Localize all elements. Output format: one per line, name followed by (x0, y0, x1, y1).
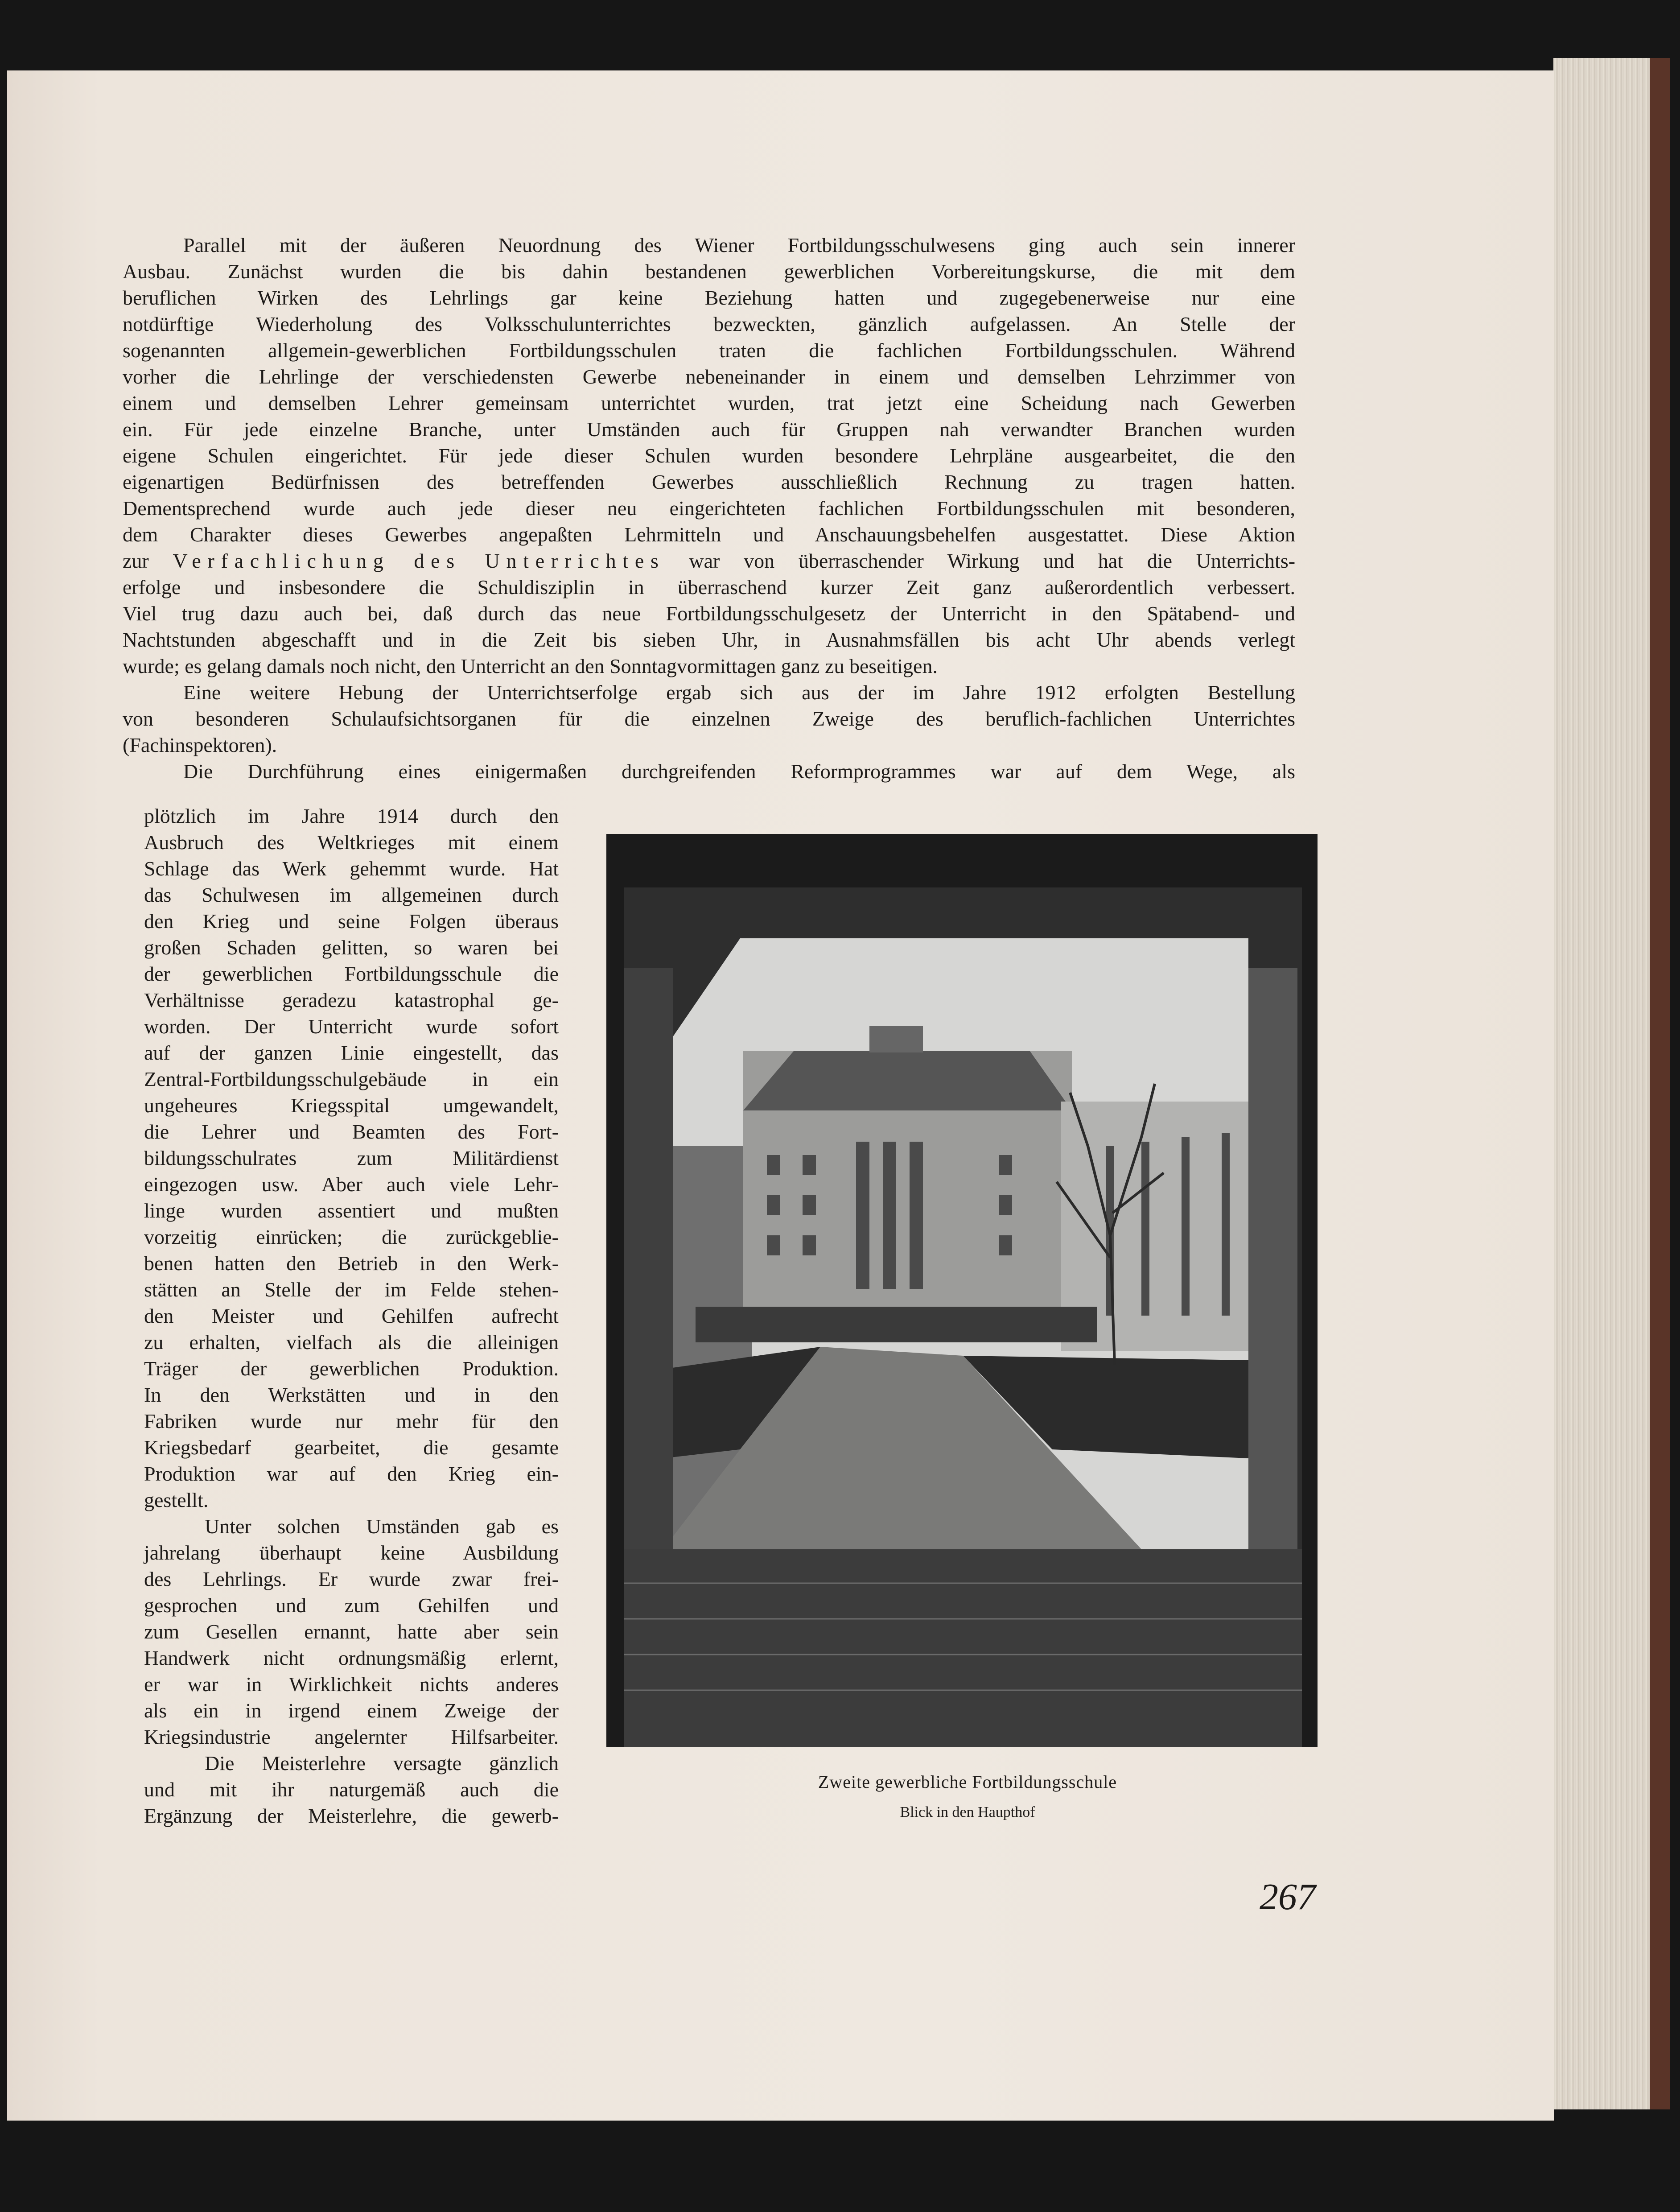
text-line: den Krieg und seine Folgen überaus (144, 910, 559, 933)
text-line: Kriegsindustrie angelernter Hilfsarbeiter. (144, 1725, 559, 1748)
text-line: erfolge und insbesondere die Schuldisziplin in überraschend kurzer Zeit ganz außerordentlich verbessert. (123, 576, 1295, 598)
text-line: des Lehrlings. Er wurde zwar frei- (144, 1568, 559, 1590)
emphasized-text: Unterrichtes (485, 549, 665, 572)
text-line: Verhältnisse geradezu katastrophal ge- (144, 989, 559, 1011)
courtyard-photograph (606, 834, 1318, 1747)
text-line: und mit ihr naturgemäß auch die (144, 1778, 559, 1801)
text-line: Fabriken wurde nur mehr für den (144, 1410, 559, 1432)
full-width-text (123, 232, 1295, 784)
text-line: er war in Wirklichkeit nichts anderes (144, 1673, 559, 1696)
text-line: Die Meisterlehre versagte gänzlich (205, 1752, 559, 1775)
text-line: zu erhalten, vielfach als die alleinigen (144, 1331, 559, 1354)
text-line: beruflichen Wirken des Lehrlings gar keine Beziehung hatten und zugegebenerweise nur eine (123, 286, 1295, 309)
text-line: zum Gesellen ernannt, hatte aber sein (144, 1620, 559, 1643)
text-line: gesprochen und zum Gehilfen und (144, 1594, 559, 1617)
text-segment: war von überraschender Wirkung und hat die Unterrichts- (689, 549, 1296, 572)
figure-caption-subtitle: Blick in den Haupthof (900, 1804, 1035, 1820)
book-page-edges (1553, 58, 1652, 2109)
text-line: Viel trug dazu auch bei, daß durch das neue Fortbildungsschulgesetz der Unterricht in den Spätabend- und (123, 602, 1295, 625)
text-line: Nachtstunden abgeschafft und in die Zeit bis sieben Uhr, in Ausnahmsfällen bis acht Uhr abends verlegt (123, 628, 1295, 651)
text-line: Produktion war auf den Krieg ein- (144, 1462, 559, 1485)
text-line: linge wurden assentiert und mußten (144, 1199, 559, 1222)
text-line (123, 548, 1295, 574)
text-line: ein. Für jede einzelne Branche, unter Umständen auch für Gruppen nah verwandter Branchen wurden (123, 418, 1295, 441)
text-line: der gewerblichen Fortbildungsschule die (144, 962, 559, 985)
text-line: Parallel mit der äußeren Neuordnung des Wiener Fortbildungsschulwesens ging auch sein innerer (183, 234, 1295, 256)
text-line: gestellt. (144, 1489, 209, 1511)
text-line: Schlage das Werk gehemmt wurde. Hat (144, 857, 559, 880)
text-line: Die Durchführung eines einigermaßen durchgreifenden Reformprogrammes war auf dem Wege, als (183, 760, 1295, 783)
text-line: großen Schaden gelitten, so waren bei (144, 936, 559, 959)
text-line: vorher die Lehrlinge der verschiedensten Gewerbe nebeneinander in einem und demselben Lehrzimmer von (123, 365, 1295, 388)
text-line: Ausbau. Zunächst wurden die bis dahin bestandenen gewerblichen Vorbereitungskurse, die mit dem (123, 260, 1295, 283)
text-line: Eine weitere Hebung der Unterrichtserfolge ergab sich aus der im Jahre 1912 erfolgten Bestellung (183, 681, 1295, 704)
text-line: Träger der gewerblichen Produktion. (144, 1357, 559, 1380)
text-line: sogenannten allgemein-gewerblichen Fortbildungsschulen traten die fachlichen Fortbildungsschulen. Während (123, 339, 1295, 362)
text-line: eigenartigen Bedürfnissen des betreffenden Gewerbes ausschließlich Rechnung zu tragen hatten. (123, 470, 1295, 493)
text-line: das Schulwesen im allgemeinen durch (144, 883, 559, 906)
text-line: Handwerk nicht ordnungsmäßig erlernt, (144, 1647, 559, 1669)
emphasized-text: Verfachlichung (173, 549, 390, 572)
text-line: ungeheures Kriegsspital umgewandelt, (144, 1094, 559, 1117)
text-line: stätten an Stelle der im Felde stehen- (144, 1278, 559, 1301)
text-line: Kriegsbedarf gearbeitet, die gesamte (144, 1436, 559, 1459)
text-line: bildungsschulrates zum Militärdienst (144, 1147, 559, 1169)
text-line: (Fachinspektoren). (123, 734, 277, 756)
text-line: Ergänzung der Meisterlehre, die gewerb- (144, 1804, 559, 1827)
text-line: als ein in irgend einem Zweige der (144, 1699, 559, 1722)
text-line: die Lehrer und Beamten des Fort- (144, 1120, 559, 1143)
text-line: worden. Der Unterricht wurde sofort (144, 1015, 559, 1038)
text-line: dem Charakter dieses Gewerbes angepaßten Lehrmitteln und Anschauungsbehelfen ausgestattet. Diese Aktion (123, 523, 1295, 546)
text-line: benen hatten den Betrieb in den Werk- (144, 1252, 559, 1275)
text-line: vorzeitig einrücken; die zurückgeblie- (144, 1226, 559, 1248)
text-line: eigene Schulen eingerichtet. Für jede dieser Schulen wurden besondere Lehrpläne ausgearbeitet, die den (123, 444, 1295, 467)
text-line: Ausbruch des Weltkrieges mit einem (144, 831, 559, 854)
figure-caption-title: Zweite gewerbliche Fortbildungsschule (818, 1772, 1117, 1792)
text-line: einem und demselben Lehrer gemeinsam unterrichtet wurden, trat jetzt eine Scheidung nach Gewerben (123, 392, 1295, 414)
text-line: von besonderen Schulaufsichtsorganen für die einzelnen Zweige des beruflich-fachlichen Unterrichtes (123, 707, 1295, 730)
text-line: auf der ganzen Linie eingestellt, das (144, 1041, 559, 1064)
emphasized-text: des (414, 549, 461, 572)
text-line: den Meister und Gehilfen aufrecht (144, 1304, 559, 1327)
text-line: notdürftige Wiederholung des Volksschulunterrichtes bezweckten, gänzlich aufgelassen. An Stelle der (123, 313, 1295, 335)
page-number: 267 (1260, 1876, 1316, 1918)
text-line: Unter solchen Umständen gab es (205, 1515, 559, 1538)
text-line: plötzlich im Jahre 1914 durch den (144, 805, 559, 827)
text-segment: zur (123, 549, 149, 572)
text-line: eingezogen usw. Aber auch viele Lehr- (144, 1173, 559, 1196)
text-line: In den Werkstätten und in den (144, 1383, 559, 1406)
text-line: jahrelang überhaupt keine Ausbildung (144, 1541, 559, 1564)
text-line: Dementsprechend wurde auch jede dieser neu eingerichteten fachlichen Fortbildungsschulen mit besonderen, (123, 497, 1295, 520)
book-cover-edge (1650, 58, 1670, 2109)
text-line: Zentral-Fortbildungsschulgebäude in ein (144, 1068, 559, 1090)
text-line: wurde; es gelang damals noch nicht, den Unterricht an den Sonntagvormittagen ganz zu beseitigen. (123, 655, 938, 677)
left-column-text (144, 803, 559, 1829)
pavement (624, 1549, 1302, 1747)
